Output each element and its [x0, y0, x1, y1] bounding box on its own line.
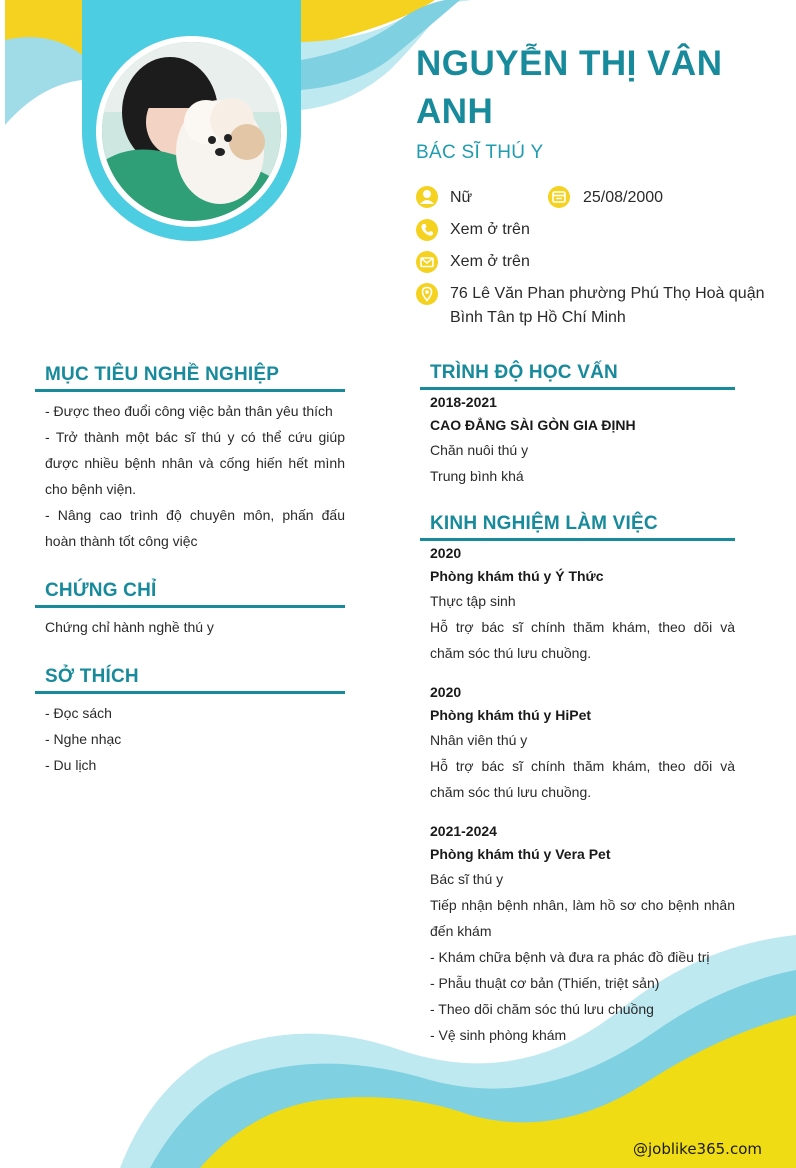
- location-pin-icon: [416, 283, 438, 305]
- hobby-item: - Đọc sách: [45, 705, 112, 721]
- mail-icon: [416, 251, 438, 273]
- watermark-link[interactable]: @joblike365.com: [632, 1140, 762, 1158]
- experience-detail: - Theo dõi chăm sóc thú lưu chuồng: [430, 1001, 654, 1017]
- gender-value: Nữ: [450, 189, 473, 206]
- avatar: [102, 42, 281, 221]
- objective-item: - Trở thành một bác sĩ thú y có thể cứu giúp được nhiều bệnh nhân và cống hiến hết mình cho bệnh viện.: [45, 429, 345, 497]
- education-school: CAO ĐẲNG SÀI GÒN GIA ĐỊNH: [430, 417, 636, 433]
- calendar-icon: [548, 186, 570, 208]
- experience-detail: Hỗ trợ bác sĩ chính thăm khám, theo dõi và chăm sóc thú lưu chuồng.: [430, 619, 735, 661]
- candidate-name: NGUYỄN THỊ VÂN ANH: [416, 44, 723, 131]
- avatar-illustration: [102, 42, 281, 221]
- address-value: 76 Lê Văn Phan phường Phú Thọ Hoà quận Bình Tân tp Hồ Chí Minh: [450, 285, 765, 326]
- phone-value: Xem ở trên: [450, 221, 530, 238]
- job-title: BÁC SĨ THÚ Y: [416, 142, 544, 163]
- experience-year: 2020: [430, 684, 462, 700]
- experience-detail: - Phẫu thuật cơ bản (Thiến, triệt sản): [430, 975, 660, 991]
- section-divider: [420, 387, 735, 390]
- phone-icon: [416, 219, 438, 241]
- experience-position: Thực tập sinh: [430, 593, 516, 609]
- experience-detail: - Khám chữa bệnh và đưa ra phác đồ điều trị: [430, 949, 710, 965]
- section-divider: [35, 605, 345, 608]
- birthdate-value: 25/08/2000: [583, 189, 664, 206]
- section-title-hobbies: SỞ THÍCH: [45, 666, 139, 687]
- section-title-certificates: CHỨNG CHỈ: [45, 580, 157, 601]
- section-title-education: TRÌNH ĐỘ HỌC VẤN: [430, 362, 618, 383]
- experience-detail: Hỗ trợ bác sĩ chính thăm khám, theo dõi và chăm sóc thú lưu chuồng.: [430, 758, 735, 800]
- experience-position: Bác sĩ thú y: [430, 871, 504, 887]
- section-divider: [35, 389, 345, 392]
- education-grade: Trung bình khá: [430, 468, 524, 484]
- section-title-objective: MỤC TIÊU NGHỀ NGHIỆP: [45, 364, 280, 385]
- section-divider: [35, 691, 345, 694]
- education-years: 2018-2021: [430, 394, 497, 410]
- experience-company: Phòng khám thú y Ý Thức: [430, 568, 604, 584]
- section-title-experience: KINH NGHIỆM LÀM VIỆC: [430, 513, 658, 534]
- experience-year: 2021-2024: [430, 823, 497, 839]
- email-value: Xem ở trên: [450, 253, 530, 270]
- hobby-item: - Nghe nhạc: [45, 731, 122, 747]
- objective-item: - Được theo đuổi công việc bản thân yêu thích: [45, 403, 333, 419]
- experience-detail: Tiếp nhận bệnh nhân, làm hồ sơ cho bệnh nhân đến khám: [430, 897, 735, 939]
- education-major: Chăn nuôi thú y: [430, 442, 529, 458]
- objective-item: - Nâng cao trình độ chuyên môn, phấn đấu hoàn thành tốt công việc: [45, 507, 345, 549]
- experience-company: Phòng khám thú y Vera Pet: [430, 846, 611, 862]
- hobby-item: - Du lịch: [45, 757, 97, 773]
- person-icon: [416, 186, 438, 208]
- section-divider: [420, 538, 735, 541]
- experience-detail: - Vệ sinh phòng khám: [430, 1027, 567, 1043]
- experience-company: Phòng khám thú y HiPet: [430, 707, 592, 723]
- certificate-item: Chứng chỉ hành nghề thú y: [45, 619, 214, 635]
- experience-position: Nhân viên thú y: [430, 732, 528, 748]
- experience-year: 2020: [430, 545, 462, 561]
